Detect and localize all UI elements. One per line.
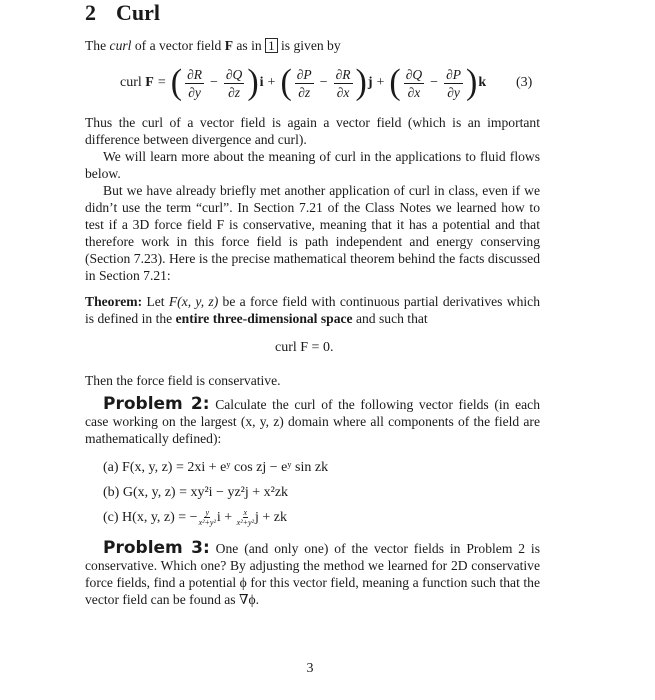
item-a-label: (a) [103, 459, 119, 475]
item-c-fraction-1: $\frac{y}{\text{x²+y²}}$ [198, 507, 216, 527]
minus-2: − [319, 75, 328, 90]
theorem-statement: Theorem: Let F(x, y, z) be a force field with continuous partial derivatives which is defined in the entire three-dimensional space and such that [85, 294, 540, 326]
problem-3-text: One (and only one) of the vector fields in Problem 2 is conservative. Which one? By adjusting the method we learned for 2D conservative force fields, find a potential ϕ for this vector field, meaning a function such that the vector field can be found as ∇ϕ. [85, 541, 540, 607]
section-heading [85, 0, 160, 26]
item-c-mid: i + [216, 509, 233, 525]
item-c-lhs: H(x, y, z) = − [122, 509, 198, 525]
minus-3: − [430, 75, 439, 90]
section-title: Curl [116, 0, 160, 25]
intro-text-c: as in [233, 38, 266, 53]
paragraph-curl-is-vector: Thus the curl of a vector field is again a vector field (which is an important difference between divergence and curl). [85, 115, 540, 147]
problem-2-items [103, 455, 328, 530]
frac-dR-dy: $\frac{\partial R}{\partial y}$ [187, 66, 202, 100]
paren-right-1: ) [247, 63, 259, 102]
unit-j: j [367, 75, 373, 90]
paren-right-3: ) [466, 63, 478, 102]
paragraph-fluid-flows: We will learn more about the meaning of curl in the applications to fluid flows below. [85, 149, 540, 181]
item-b-label: (b) [103, 484, 120, 500]
eq-lhs-F: F [145, 75, 154, 90]
frac-dP-dz: $\frac{\partial P}{\partial z}$ [296, 66, 312, 100]
minus-1: − [209, 75, 218, 90]
problem-3-label: Problem 3: [103, 538, 210, 558]
theorem-F: F(x, y, z) [168, 294, 219, 309]
paragraph-conservative-fields: But we have already briefly met another application of curl in class, even if we didn’t use the term “curl”. In Section 7.21 of the Class Notes we learned how to test if a 3D force field F is conservative, meaning that it has a potential and that therefore work in this force field is path independent and energy conserving (Section 7.23). Here is the precise mathematical theorem behind the facts discussed in Section 7.21: [85, 183, 540, 283]
problem-2-label: Problem 2: [103, 394, 210, 414]
theorem-conclusion: Then the force field is conservative. [85, 373, 281, 388]
frac-dQ-dx: $\frac{\partial Q}{\partial x}$ [405, 66, 423, 100]
problem-2-item-a [103, 455, 328, 480]
problem-3-statement [85, 540, 540, 608]
curl-operator: curl [120, 75, 142, 90]
intro-text-d: is given by [277, 38, 341, 53]
paren-left-2: ( [280, 63, 292, 102]
problem-2-item-b [103, 480, 328, 505]
frac-dR-dx: $\frac{\partial R}{\partial x}$ [335, 66, 351, 100]
paren-left-3: ( [389, 63, 401, 102]
intro-sentence [85, 37, 540, 54]
problem-2-statement [85, 396, 540, 447]
item-c-fraction-2: $\frac{x}{\text{x²+y²}}$ [236, 507, 254, 527]
unit-k: k [478, 75, 487, 90]
item-b-expression: G(x, y, z) = xy²i − yz²j + x²zk [122, 484, 289, 500]
theorem-label: Theorem: [85, 294, 143, 309]
section-number: 2 [85, 0, 96, 25]
frac-dP-dy: $\frac{\partial P}{\partial y}$ [446, 66, 461, 100]
intro-vector-F: F [224, 38, 233, 53]
curl-definition-equation [120, 60, 486, 106]
curl-zero-equation: curl F = 0. [275, 340, 334, 355]
plus-2: + [376, 75, 385, 90]
intro-curl-word: curl [109, 38, 132, 53]
page-number: 3 [306, 661, 314, 676]
item-a-expression: F(x, y, z) = 2xi + eʸ cos zj − eʸ sin zk [122, 459, 329, 475]
plus-1: + [267, 75, 276, 90]
problem-2-item-c [103, 505, 328, 530]
item-c-tail: j + zk [254, 509, 287, 525]
intro-text-b: of a vector field [131, 38, 225, 53]
paren-left-1: ( [170, 63, 183, 102]
intro-text-a: The [85, 38, 110, 53]
equation-number: (3) [516, 75, 533, 90]
item-c-label: (c) [103, 509, 119, 525]
frac-dQ-dz: $\frac{\partial Q}{\partial z}$ [225, 66, 243, 100]
problem-2-text: Calculate the curl of the following vector fields (in each case working on the largest (x, y, z) domain where all components of the field are mathematically defined): [85, 397, 541, 446]
theorem-bold-phrase: entire three-dimensional space [175, 311, 353, 326]
eq-equals: = [157, 75, 166, 90]
paren-right-2: ) [355, 63, 367, 102]
equation-reference-link[interactable]: 1 [265, 38, 278, 53]
unit-i: i [259, 75, 264, 90]
